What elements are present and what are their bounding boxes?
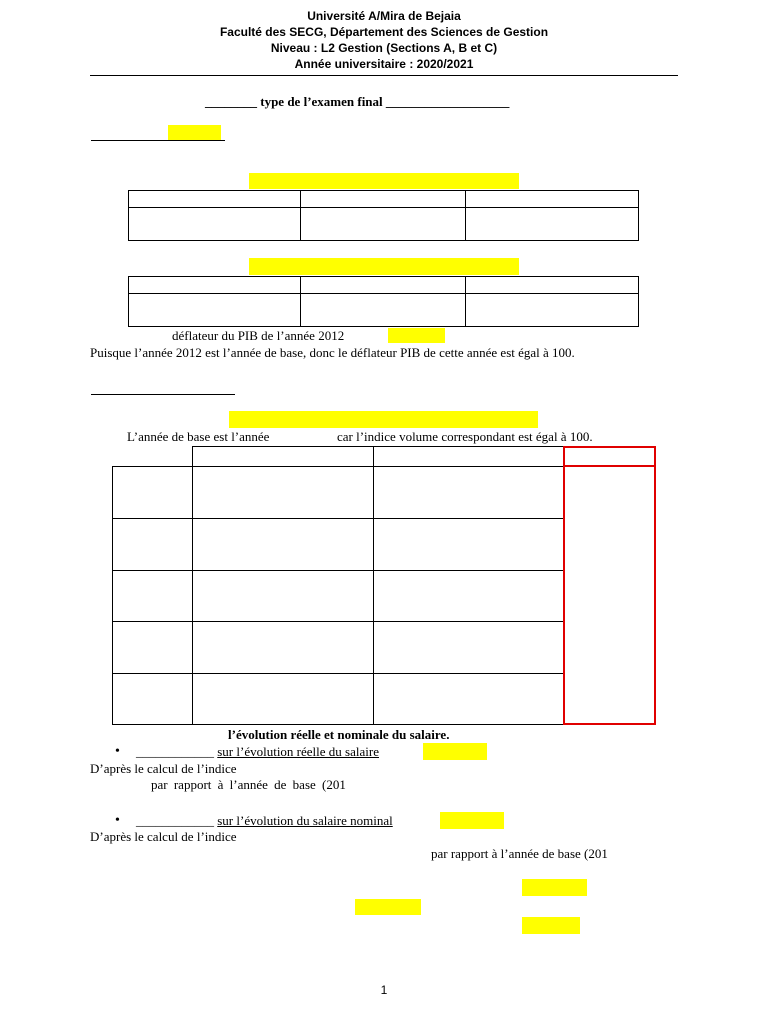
bullet-2-text: sur l’évolution du salaire nominal	[217, 813, 393, 828]
bullet-1-line2: D’après le calcul de l’indice	[90, 761, 237, 776]
bullet-1-line3: par rapport à l’année de base (201	[151, 777, 346, 792]
level-line: Niveau : L2 Gestion (Sections A, B et C)	[270, 41, 498, 55]
table3-row-divider	[112, 518, 563, 519]
table2-cell	[466, 277, 639, 294]
highlight-table2-title	[249, 258, 519, 275]
title-blank-right: ___________________	[385, 94, 510, 109]
table3-row-divider	[112, 570, 563, 571]
section1-heading-underline	[91, 140, 225, 141]
title-text: type de l’examen final	[260, 94, 383, 109]
highlight-table1-title	[249, 173, 519, 189]
highlight-section1-heading	[168, 125, 221, 140]
table2-cell	[129, 277, 301, 294]
page-number: 1	[380, 983, 388, 997]
table-2	[128, 276, 639, 327]
bullet-1-line	[136, 744, 379, 760]
highlight-answer-1	[522, 879, 587, 896]
table1-cell	[466, 191, 639, 208]
table3-row-divider	[112, 621, 563, 622]
table3-col-divider	[192, 446, 193, 725]
table3-row-divider	[112, 673, 563, 674]
bullet-2-marker: •	[115, 813, 120, 828]
red-highlight-column	[563, 446, 656, 725]
bullet-1-marker: •	[115, 744, 120, 759]
header-divider	[90, 75, 678, 76]
table1-cell	[301, 191, 466, 208]
section2-heading-underline	[91, 394, 235, 395]
bullet-1-text: sur l’évolution réelle du salaire	[217, 744, 379, 759]
bullet-1-blank: ____________	[136, 744, 214, 759]
table1-cell	[129, 208, 301, 241]
university-name: Université A/Mira de Bejaia	[307, 9, 461, 23]
table-1	[128, 190, 639, 241]
deflator-line: déflateur du PIB de l’année 2012	[172, 328, 345, 343]
bullet-2-blank: ____________	[136, 813, 214, 828]
table1-cell	[129, 191, 301, 208]
table2-cell	[129, 294, 301, 327]
highlight-answer-2	[355, 899, 421, 915]
exam-title	[205, 94, 509, 110]
highlight-bullet-1	[423, 743, 487, 760]
bullet-2-line2: D’après le calcul de l’indice	[90, 829, 237, 844]
highlight-bullet-2	[440, 812, 504, 829]
table2-cell	[301, 277, 466, 294]
title-blank-left: ________	[205, 94, 257, 109]
highlight-deflator	[388, 328, 445, 343]
table3-caption: l’évolution réelle et nominale du salaire.	[228, 727, 450, 742]
table1-cell	[466, 208, 639, 241]
faculty-name: Faculté des SECG, Département des Sciences de Gestion	[219, 25, 549, 39]
bullet-2-line	[136, 813, 393, 829]
table1-cell	[301, 208, 466, 241]
base-year-sentence-b: car l’indice volume correspondant est égal à 100.	[337, 429, 593, 444]
red-column-header-divider	[563, 465, 656, 467]
table2-cell	[466, 294, 639, 327]
highlight-section2-title	[229, 411, 538, 428]
base-year-2012-sentence: Puisque l’année 2012 est l’année de base, donc le déflateur PIB de cette année est égal à 100.	[90, 345, 575, 360]
bullet-2-line3: par rapport à l’année de base (201	[431, 846, 608, 861]
highlight-answer-3	[522, 917, 580, 934]
academic-year: Année universitaire : 2020/2021	[294, 57, 474, 71]
table2-cell	[301, 294, 466, 327]
base-year-sentence-a: L’année de base est l’année	[127, 429, 270, 444]
table-3	[112, 446, 656, 725]
